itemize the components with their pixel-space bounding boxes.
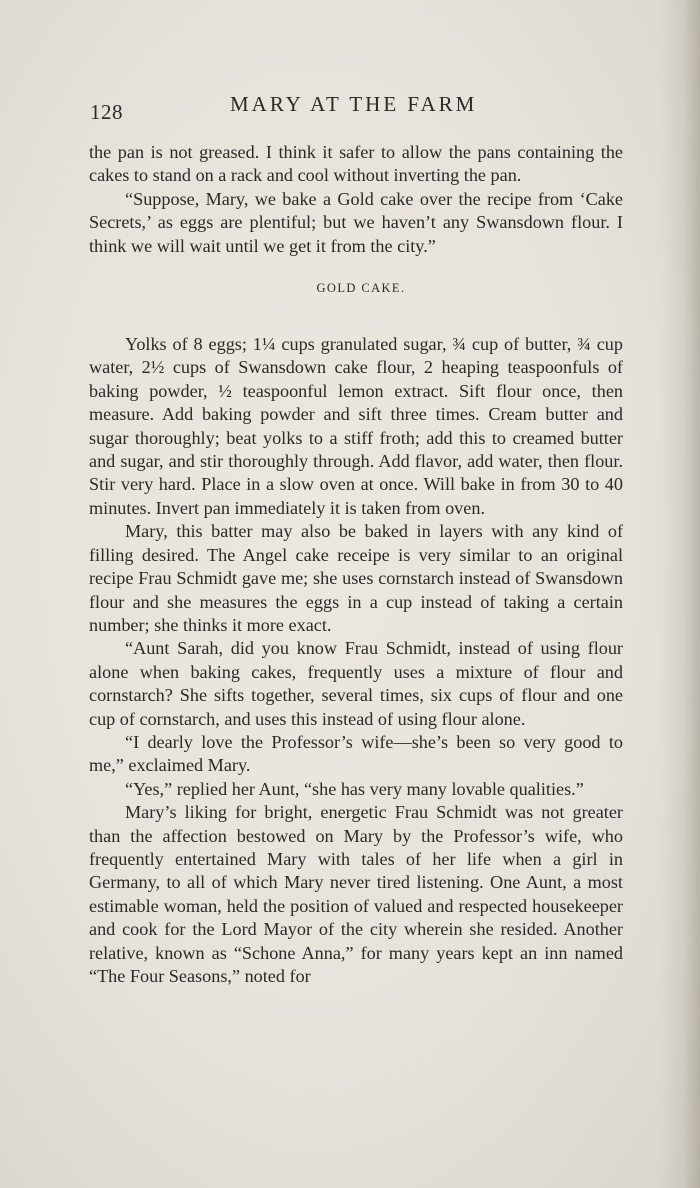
paragraph-6: “I dearly love the Professor’s wife—she’s been so very good to me,” exclaimed Mary.: [89, 731, 623, 776]
running-header: [90, 90, 625, 126]
paragraph-2: “Suppose, Mary, we bake a Gold cake over the recipe from ‘Cake Secrets,’ as eggs are plentiful; but we haven’t any Swansdown flour. I think we will wait until we get it from the city.”: [89, 188, 623, 256]
paragraph-5: “Aunt Sarah, did you know Frau Schmidt, instead of using flour alone when baking cakes, frequently uses a mixture of flour and cornstarch? She sifts together, several times, six cups of flour and one cup of cornstarch, and uses this instead of using flour alone.: [89, 638, 623, 729]
heading-spacer: [89, 319, 623, 333]
recipe-heading: GOLD CAKE.: [316, 281, 406, 296]
page-number: 128: [90, 100, 123, 124]
paragraph-8: Mary’s liking for bright, energetic Frau Schmidt was not greater than the affection bestowed on Mary by the Professor’s wife, who frequently entertained Mary with tales of her life when a girl in Germany, to all of which Mary never tired listening. One Aunt, a most estimable woman, held the position of valued and respected housekeeper and cook for the Lord Mayor of the city wherein she resided. Another relative, known as “Schone Anna,” for many years kept an inn named “The Four Seasons,” noted for: [89, 802, 623, 986]
paragraph-1: the pan is not greased. I think it safer to allow the pans containing the cakes to stand on a rack and cool without inverting the pan.: [89, 142, 623, 186]
paragraph-3: Yolks of 8 eggs; 1¼ cups granulated sugar, ¾ cup of butter, ¾ cup water, 2½ cups of Swansdown cake flour, 2 heaping teaspoonfuls of baking powder, ½ teaspoonful lemon extract. Sift flour once, then measure. Add baking powder and sift three times. Cream butter and sugar thoroughly; beat yolks to a stiff froth; add this to creamed butter and sugar, and stir thoroughly through. Add flavor, add water, then flour. Stir very hard. Place in a slow oven at once. Will bake in from 30 to 40 minutes. Invert pan immediately it is taken from oven.: [89, 334, 623, 518]
running-title: MARY AT THE FARM: [230, 92, 478, 116]
paragraph-7: “Yes,” replied her Aunt, “she has very many lovable qualities.”: [125, 778, 584, 799]
body-text: [89, 141, 623, 988]
paragraph-4: Mary, this batter may also be baked in layers with any kind of filling desired. The Angel cake receipe is very similar to an original recipe Frau Schmidt gave me; she uses cornstarch instead of Swansdown flour and she measures the eggs in a cup instead of taking a certain number; she thinks it more exact.: [89, 521, 623, 635]
page-edge-shadow: [660, 0, 700, 1188]
